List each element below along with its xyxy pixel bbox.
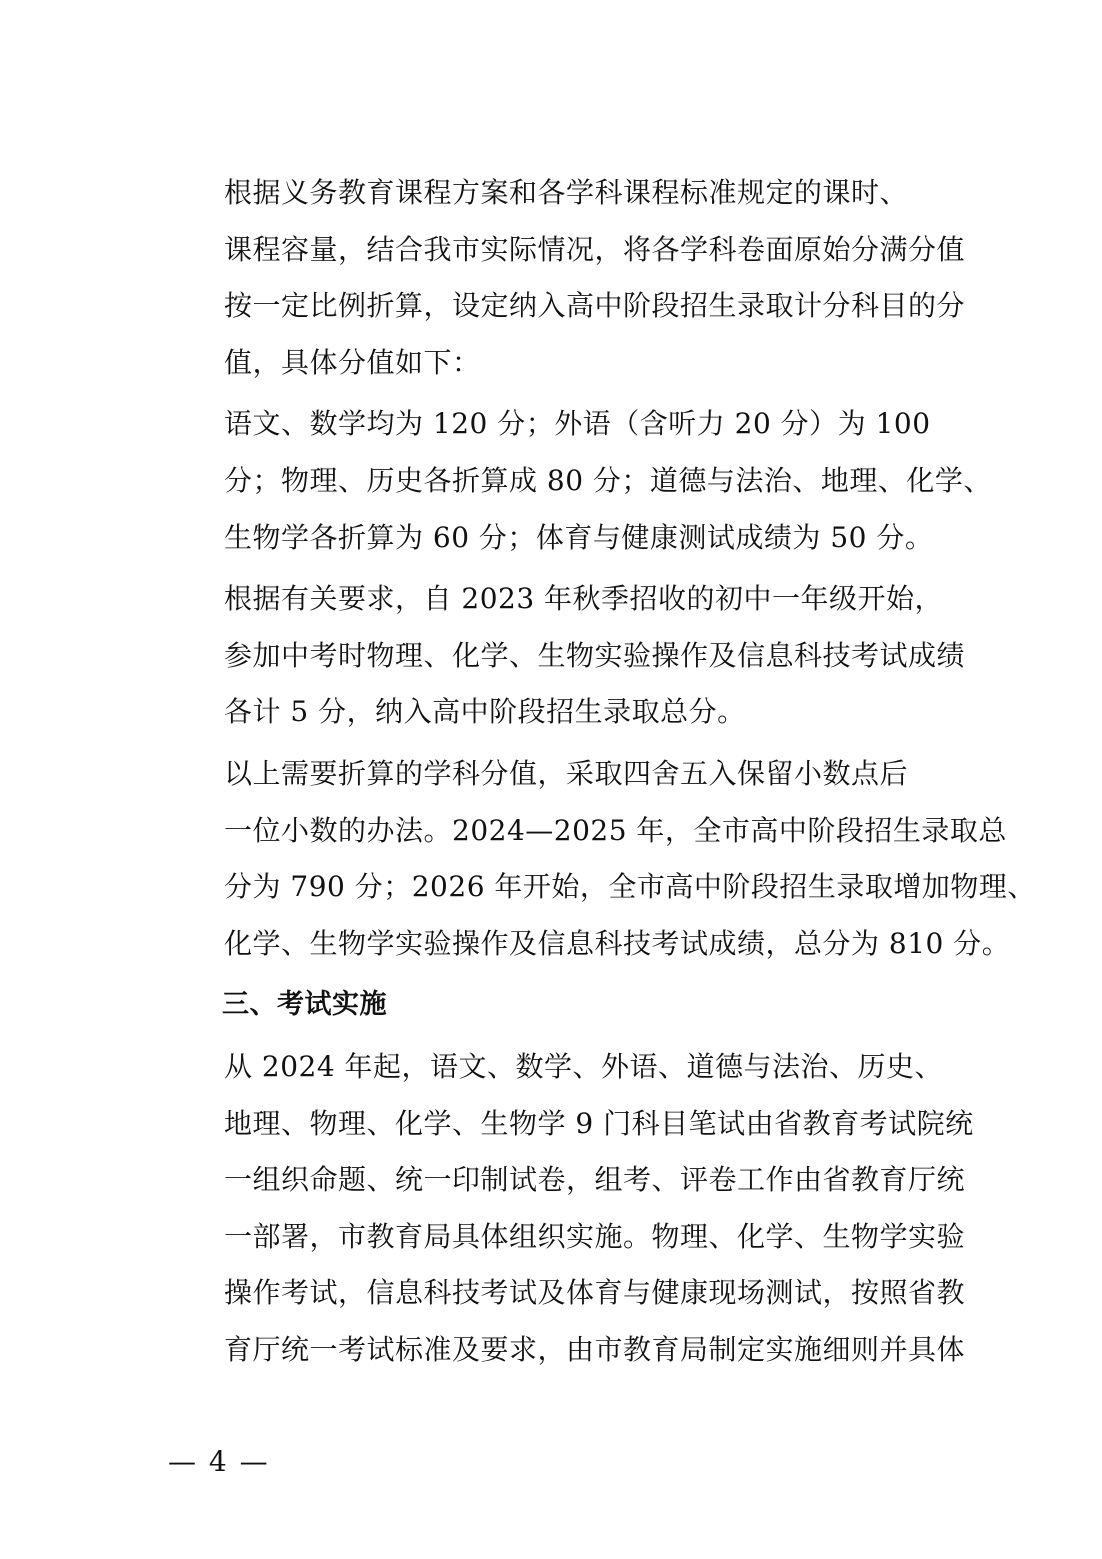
text-line: 根据义务教育课程方案和各学科课程标准规定的课时、: [224, 176, 909, 209]
text-line: 育厅统一考试标准及要求，由市教育局制定实施细则并具体: [224, 1332, 966, 1366]
text-line: 地理、物理、化学、生物学 9 门科目笔试由省教育考试院统: [224, 1106, 974, 1140]
text-line: 分为 790 分；2026 年开始，全市高中阶段招生录取增加物理、: [224, 870, 1036, 904]
paragraph-experiment-scores: [168, 571, 966, 741]
paragraph-subject-scores: [168, 396, 992, 566]
text-line: 参加中考时物理、化学、生物实验操作及信息科技考试成绩: [224, 638, 966, 672]
paragraph-exam-implementation: [168, 1039, 974, 1379]
paragraph-total-scores: [168, 746, 1036, 972]
text-line: 以上需要折算的学科分值，采取四舍五入保留小数点后: [224, 756, 909, 790]
text-line: 课程容量，结合我市实际情况，将各学科卷面原始分满分值: [224, 232, 966, 266]
document-body: [168, 165, 1036, 1383]
text-line: 按一定比例折算，设定纳入高中阶段招生录取计分科目的分: [224, 289, 966, 323]
text-line: 化学、生物学实验操作及信息科技考试成绩，总分为 810 分。: [224, 926, 1011, 960]
text-line: 各计 5 分，纳入高中阶段招生录取总分。: [224, 695, 746, 729]
text-line: 一部署，市教育局具体组织实施。物理、化学、生物学实验: [224, 1219, 966, 1253]
text-line: 值，具体分值如下：: [224, 345, 481, 379]
section-heading: 三、考试实施: [222, 989, 387, 1021]
text-line: 语文、数学均为 120 分；外语（含听力 20 分）为 100: [224, 407, 931, 441]
text-line: 操作考试，信息科技考试及体育与健康现场测试，按照省教: [224, 1276, 966, 1310]
text-line: 一组织命题、统一印制试卷，组考、评卷工作由省教育厅统: [224, 1163, 966, 1197]
text-line: 分；物理、历史各折算成 80 分；道德与法治、地理、化学、: [224, 463, 992, 497]
text-line: 一位小数的办法。2024—2025 年，全市高中阶段招生录取总: [224, 813, 1007, 847]
paragraph-score-basis: [168, 165, 966, 391]
text-line: 从 2024 年起，语文、数学、外语、道德与法治、历史、: [224, 1049, 944, 1083]
text-line: 根据有关要求，自 2023 年秋季招收的初中一年级开始，: [224, 582, 944, 616]
text-line: 生物学各折算为 60 分；体育与健康测试成绩为 50 分。: [224, 520, 934, 554]
page-number: — 4 —: [168, 1445, 270, 1478]
